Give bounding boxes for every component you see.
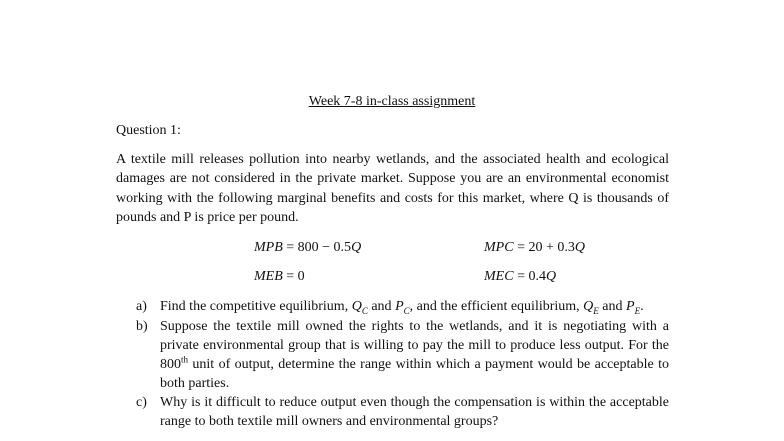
list-item-c <box>116 393 669 431</box>
list-item-a <box>116 297 669 316</box>
item-b-text: Suppose the textile mill owned the rights to the wetlands, and it is negotiating with a private environmental group that is willing to pay the mill to produce less output. For the 800 <box>160 319 669 372</box>
equation-meb <box>254 268 305 286</box>
assignment-title: Week 7-8 in-class assignment <box>308 94 476 109</box>
equation-mpc <box>484 239 585 257</box>
item-a-text-4: and <box>598 299 627 314</box>
symbol-qe: Q <box>583 299 594 314</box>
item-c-text: Why is it difficult to reduce output even though the compensation is within the acceptable range to both textile mill owners and environmental groups? <box>160 395 669 429</box>
equation-mec-var: Q <box>545 269 557 284</box>
equation-mec <box>484 268 556 286</box>
equation-mpc-lhs: MPC <box>484 240 514 255</box>
equation-mec-lhs: MEC <box>484 269 514 284</box>
list-item-b <box>116 317 669 393</box>
question-label: Question 1: <box>116 123 181 138</box>
item-b-text-2: unit of output, determine the range within which a payment would be acceptable to both parties. <box>160 357 669 391</box>
item-a-text-2: and <box>367 299 396 314</box>
item-a-text-3: , and the efficient equilibrium, <box>409 299 584 314</box>
equation-mpb-rhs: = 800 − 0.5 <box>282 240 352 255</box>
symbol-pe-sub: E <box>634 305 641 316</box>
list-marker-b: b) <box>136 319 148 334</box>
equation-meb-lhs: MEB <box>254 269 283 284</box>
item-a-text-5: . <box>640 299 644 314</box>
list-marker-c: c) <box>136 395 147 410</box>
symbol-pc: P <box>395 299 404 314</box>
equation-meb-rhs: = 0 <box>282 269 305 284</box>
symbol-qc: Q <box>351 299 362 314</box>
equation-mec-rhs: = 0.4 <box>513 269 546 284</box>
equation-mpb-lhs: MPB <box>254 240 283 255</box>
question-list <box>116 297 669 431</box>
symbol-qc-sub: C <box>361 305 368 316</box>
equation-mpb-var: Q <box>351 240 362 255</box>
item-a-text: Find the competitive equilibrium, <box>160 299 352 314</box>
equation-mpb <box>254 239 361 257</box>
intro-paragraph: A textile mill releases pollution into nearby wetlands, and the associated health and ecological damages are not considered in the private market. Suppose you are an environmental economist working with the following marginal benefits and costs for this market, where Q is thousands of pounds and P is price per pound. <box>116 152 669 225</box>
list-marker-a: a) <box>136 299 147 314</box>
symbol-pe: P <box>626 299 635 314</box>
symbol-qe-sub: E <box>593 305 599 316</box>
symbol-pc-sub: C <box>403 305 410 316</box>
equation-mpc-rhs: = 20 + 0.3 <box>513 240 575 255</box>
equation-mpc-var: Q <box>574 240 585 255</box>
ordinal-suffix: th <box>181 354 189 365</box>
